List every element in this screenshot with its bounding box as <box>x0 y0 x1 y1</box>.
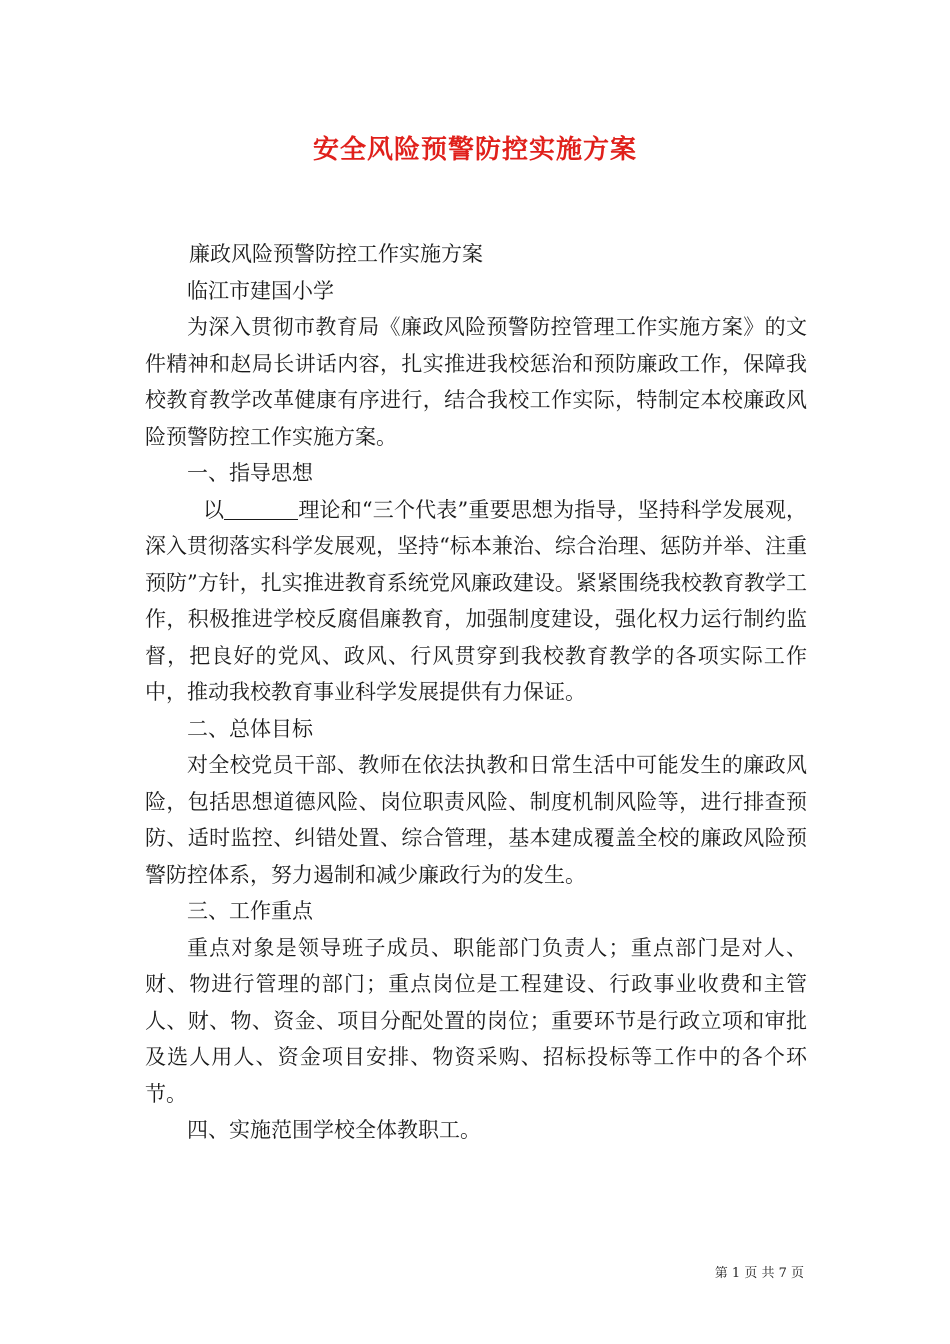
section-1-heading: 一、指导思想 <box>187 461 313 485</box>
section-3-paragraph: 重点对象是领导班子成员、职能部门负责人；重点部门是对人、财、物进行管理的部门；重点岗位是工程建设、行政事业收费和主管人、财、物、资金、项目分配处置的岗位；重要环节是行政立项和审批及选人用人、资金项目安排、物资采购、招标投标等工作中的各个环节。 <box>145 935 807 1106</box>
section-1-text: 理论和“三个代表”重要思想为指导，坚持科学发展观，深入贯彻落实科学发展观，坚持“标本兼治、综合治理、惩防并举、注重预防”方针，扎实推进教育系统党风廉政建设。紧紧围绕我校教育教学工作，积极推进学校反腐倡廉教育，加强制度建设，强化权力运行制约监督，把良好的党风、政风、行风贯穿到我校教育教学的各项实际工作中，推动我校教育事业科学发展提供有力保证。 <box>145 497 807 704</box>
section-3-heading: 三、工作重点 <box>187 899 313 923</box>
section-4-paragraph: 四、实施范围学校全体教职工。 <box>187 1118 481 1142</box>
organization-name: 临江市建国小学 <box>187 278 334 303</box>
document-subtitle: 廉政风险预警防控工作实施方案 <box>189 242 483 266</box>
section-2-heading: 二、总体目标 <box>187 716 313 741</box>
section-1-paragraph <box>145 492 807 711</box>
section-2-paragraph: 对全校党员干部、教师在依法执教和日常生活中可能发生的廉政风险，包括思想道德风险、岗位职责风险、制度机制风险等，进行排查预防、适时监控、纠错处置、综合管理，基本建成覆盖全校的廉政风险预警防控体系，努力遏制和减少廉政行为的发生。 <box>145 753 807 887</box>
document-body <box>145 236 807 1149</box>
intro-paragraph: 为深入贯彻市教育局《廉政风险预警防控管理工作实施方案》的文件精神和赵局长讲话内容，扎实推进我校惩治和预防廉政工作，保障我校教育教学改革健康有序进行，结合我校工作实际，特制定本校廉政风险预警防控工作实施方案。 <box>145 315 807 449</box>
section-1-prefix: 以 <box>203 497 225 522</box>
document-title: 安全风险预警防控实施方案 <box>312 135 637 165</box>
blank-underline <box>224 499 298 520</box>
page-number: 第 1 页 共 7 页 <box>714 1266 804 1281</box>
